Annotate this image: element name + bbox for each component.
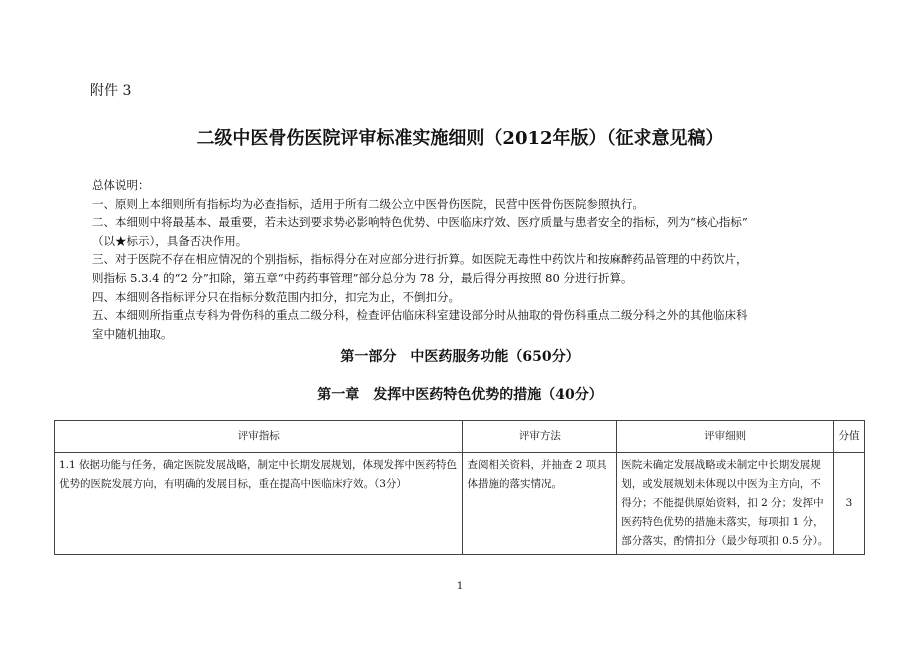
evaluation-table	[54, 420, 865, 555]
page-number: 1	[456, 581, 464, 592]
note-line: 三、对于医院不存在相应情况的个别指标，指标得分在对应部分进行折算。如医院无毒性中药饮片和按麻醉药品管理的中药饮片，	[92, 252, 748, 267]
cell-method: 查阅相关资料，并抽查 2 项具体措施的落实情况。	[463, 453, 617, 555]
note-line: 室中随机抽取。	[92, 326, 173, 341]
note-line: 二、本细则中将最基本、最重要，若未达到要求势必影响特色优势、中医临床疗效、医疗质量与患者安全的指标，列为“核心指标”	[92, 215, 748, 230]
note-line: 则指标 5.3.4 的“2 分”扣除，第五章“中药药事管理”部分总分为 78 分，最后得分再按照 80 分进行折算。	[92, 270, 633, 285]
note-line: 四、本细则各指标评分只在指标分数范围内扣分，扣完为止，不倒扣分。	[92, 289, 460, 304]
note-line: 五、本细则所指重点专科为骨伤科的重点二级分科，检查评估临床科室建设部分时从抽取的骨伤科重点二级分科之外的其他临床科	[92, 308, 748, 323]
header-indicator: 评审指标	[55, 421, 463, 453]
header-score: 分值	[834, 421, 865, 453]
attachment-label: 附件 3	[90, 83, 132, 99]
document-title: 二级中医骨伤医院评审标准实施细则（2012年版）（征求意见稿）	[196, 128, 724, 149]
cell-indicator: 1.1 依据功能与任务，确定医院发展战略，制定中长期发展规划，体现发挥中医药特色优势的医院发展方向，有明确的发展目标，重在提高中医临床疗效。（3分）	[55, 453, 463, 555]
table-header-row	[55, 421, 865, 453]
note-line: （以★标示），具备否决作用。	[92, 233, 248, 248]
header-method: 评审方法	[463, 421, 617, 453]
cell-score: 3	[834, 453, 865, 555]
general-notes	[92, 176, 748, 343]
part-heading: 第一部分 中医药服务功能（650分）	[340, 349, 580, 365]
header-details: 评审细则	[617, 421, 834, 453]
note-line: 一、原则上本细则所有指标均为必查指标，适用于所有二级公立中医骨伤医院，民营中医骨伤医院参照执行。	[92, 196, 644, 211]
cell-details: 医院未确定发展战略或未制定中长期发展规划，或发展规划未体现以中医为主方向，不得分；不能提供原始资料，扣 2 分；发挥中医药特色优势的措施未落实，每项扣 1 分，部分落实，酌情扣分（最少每项扣 0.5 分）。	[617, 453, 834, 555]
chapter-heading: 第一章 发挥中医药特色优势的措施（40分）	[317, 387, 603, 403]
table-row	[55, 453, 865, 555]
notes-heading: 总体说明：	[92, 178, 150, 192]
